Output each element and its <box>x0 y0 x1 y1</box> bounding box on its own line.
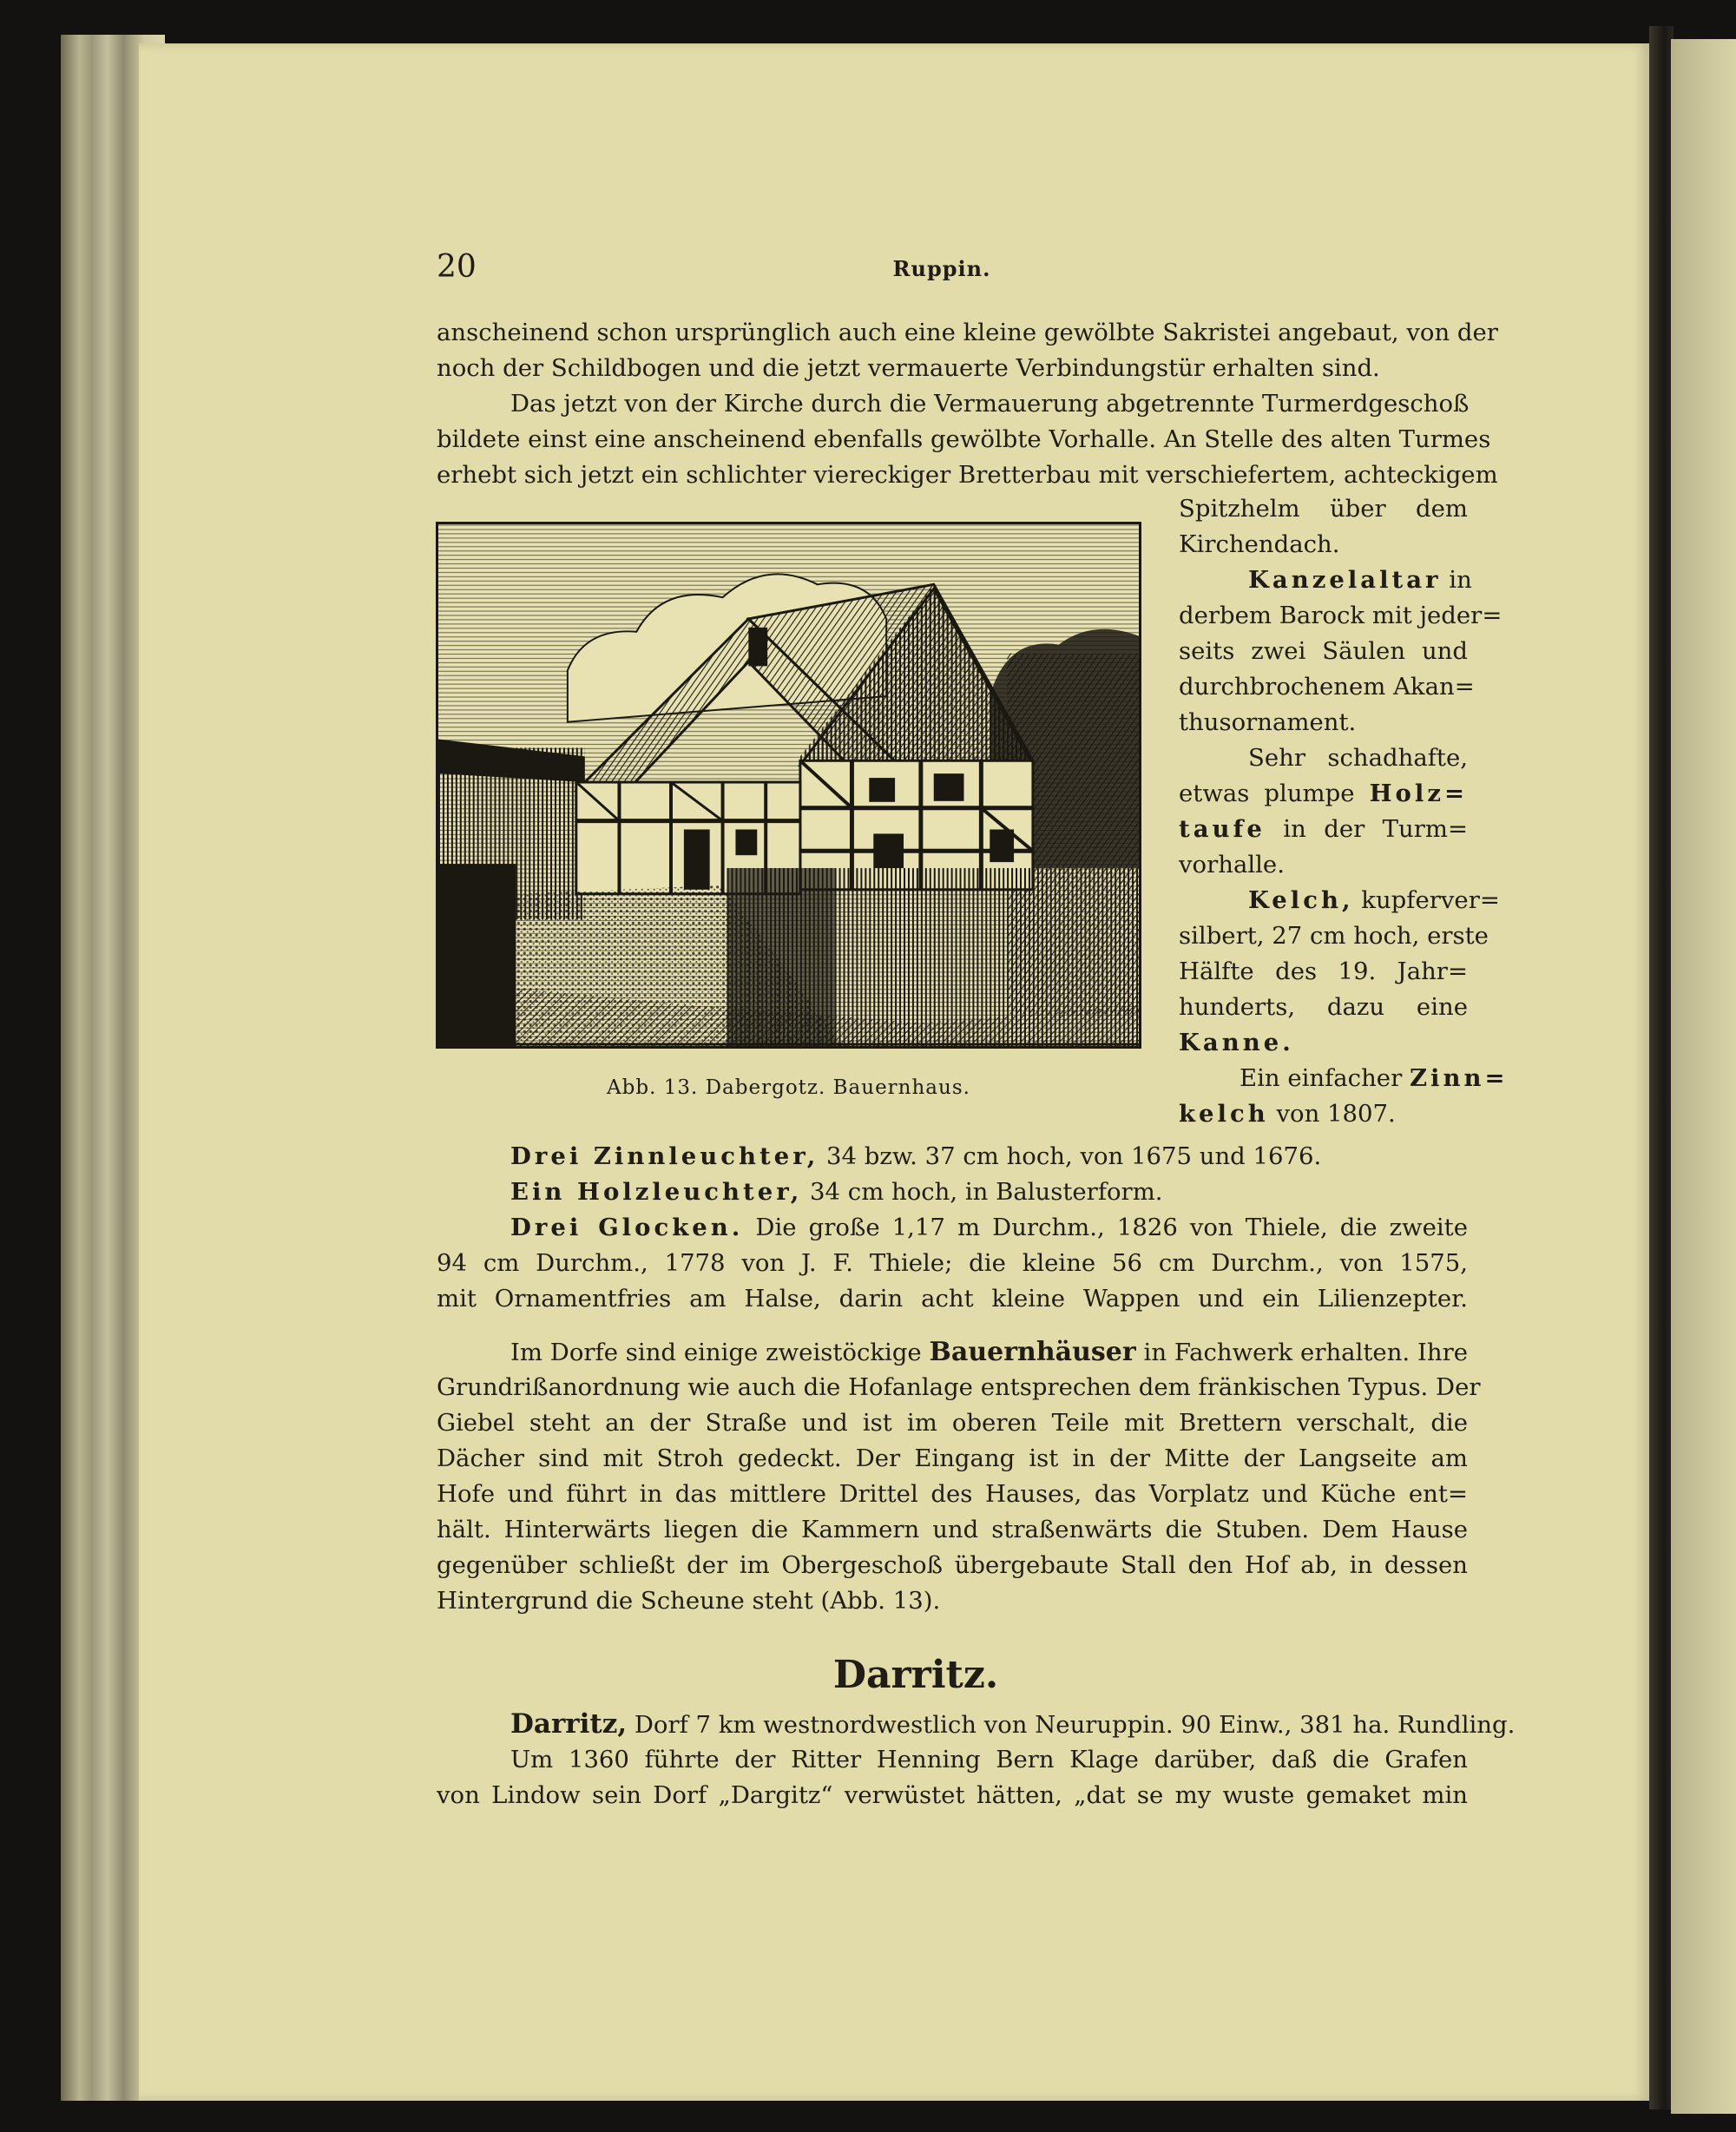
running-head: Ruppin. <box>892 256 991 281</box>
text-fragment: Ein einfacher <box>1240 1064 1410 1092</box>
text-line <box>1179 1025 1468 1061</box>
text-line: bildete einst eine anscheinend ebenfalls gewölbte Vorhalle. An Stelle des alten Turmes <box>437 425 1491 453</box>
text-line: silbert, 27 cm hoch, erste <box>1179 922 1489 950</box>
text-line: anscheinend schon ursprünglich auch eine kleine gewölbte Sakristei angebaut, von der <box>437 319 1498 346</box>
furnishings-paragraph <box>437 1139 1468 1317</box>
text-line: seits zwei Säulen und <box>1179 637 1468 665</box>
text-line <box>437 1139 1468 1175</box>
term-kelch-end: kelch <box>1179 1100 1269 1128</box>
term-darritz: Darritz, <box>510 1708 628 1740</box>
text-line: hunderts, dazu eine <box>1179 993 1468 1021</box>
text-line: noch der Schildbogen und die jetzt vermauerte Verbindungstür erhalten sind. <box>437 354 1380 382</box>
text-line <box>1179 1061 1509 1096</box>
section-title-darritz: Darritz. <box>832 1653 999 1697</box>
text-line: Das jetzt von der Kirche durch die Vermauerung abgetrennte Turmerdgeschoß <box>510 390 1470 418</box>
text-fragment: in Fachwerk erhalten. Ihre <box>1135 1339 1468 1366</box>
houses-paragraph <box>437 1334 1481 1619</box>
text-fragment: 34 bzw. 37 cm hoch, von 1675 und 1676. <box>819 1142 1322 1170</box>
term-kelch: Kelch, <box>1248 886 1354 914</box>
text-line <box>437 1210 1468 1246</box>
text-line <box>1179 1096 1468 1132</box>
term-zinnkelch: Zinn= <box>1409 1064 1509 1092</box>
text-fragment: 34 cm hoch, in Balusterform. <box>802 1178 1163 1206</box>
text-line: Giebel steht an der Straße und ist im oberen Teile mit Brettern verschalt, die <box>437 1409 1468 1437</box>
text-line: durchbrochenem Akan= <box>1179 673 1475 701</box>
text-line: Hälfte des 19. Jahr= <box>1179 957 1468 985</box>
facing-page-edge <box>1671 39 1736 2114</box>
text-line <box>1179 812 1468 847</box>
page-number: 20 <box>437 249 477 285</box>
text-line <box>1179 563 1472 598</box>
text-line: Spitzhelm über dem <box>1179 495 1468 523</box>
text-line: 94 cm Durchm., 1778 von J. F. Thiele; die kleine 56 cm Durchm., von 1575, <box>437 1249 1468 1277</box>
term-zinnleuchter: Drei Zinnleuchter, <box>510 1142 819 1170</box>
text-line: gegenüber schließt der im Obergeschoß übergebaute Stall den Hof ab, in dessen <box>437 1551 1468 1579</box>
text-line: Sehr schadhafte, <box>1248 744 1468 772</box>
term-kanne: Kanne. <box>1179 1029 1294 1056</box>
text-line: von Lindow sein Dorf „Dargitz“ verwüstet hätten, „dat se my wuste gemaket min <box>437 1781 1468 1809</box>
figure-caption: Abb. 13. Dabergotz. Bauernhaus. <box>607 1076 970 1099</box>
text-line <box>437 1334 1468 1370</box>
text-fragment: Die große 1,17 m Durchm., 1826 von Thiele, die zweite <box>743 1214 1468 1241</box>
text-line: Hintergrund die Scheune steht (Abb. 13). <box>437 1587 941 1615</box>
side-column-text <box>1179 491 1509 1132</box>
text-line: vorhalle. <box>1179 851 1285 878</box>
text-line: Kirchendach. <box>1179 530 1340 558</box>
term-glocken: Drei Glocken. <box>510 1214 744 1241</box>
page-header <box>0 248 1736 292</box>
text-line <box>437 1707 1516 1742</box>
text-fragment: in der Turm= <box>1265 815 1468 843</box>
text-line: Grundrißanordnung wie auch die Hofanlage entsprechen dem fränkischen Typus. Der <box>437 1373 1481 1401</box>
darritz-paragraph <box>437 1707 1516 1813</box>
term-holztaufe: Holz= <box>1369 780 1468 807</box>
text-line <box>1179 883 1500 918</box>
text-line: derbem Barock mit jeder= <box>1179 602 1503 629</box>
text-line: Dächer sind mit Stroh gedeckt. Der Eingang ist in der Mitte der Langseite am <box>437 1444 1468 1472</box>
figure-farmhouse-illustration <box>436 522 1141 1049</box>
text-line: thusornament. <box>1179 708 1357 736</box>
term-holzleuchter: Ein Holzleuchter, <box>510 1178 803 1206</box>
term-taufe: taufe <box>1179 815 1266 843</box>
text-line: erhebt sich jetzt ein schlichter viereckiger Bretterbau mit verschiefertem, achteckigem <box>437 461 1498 489</box>
text-line <box>1179 776 1468 812</box>
book-gutter <box>1649 26 1674 2109</box>
term-bauernhaeuser: Bauernhäuser <box>929 1337 1136 1367</box>
farmhouse-engraving <box>438 524 1139 1046</box>
text-fragment: kupferver= <box>1353 886 1500 914</box>
text-line: mit Ornamentfries am Halse, darin acht kleine Wappen und ein Lilienzepter. <box>437 1285 1468 1313</box>
text-fragment: Im Dorfe sind einige zweistöckige <box>510 1339 930 1366</box>
term-kanzelaltar: Kanzelaltar <box>1248 566 1442 594</box>
text-line: Um 1360 führte der Ritter Henning Bern Klage darüber, daß die Grafen <box>510 1746 1468 1773</box>
text-line: hält. Hinterwärts liegen die Kammern und straßenwärts die Stuben. Dem Hause <box>437 1516 1468 1543</box>
text-line <box>437 1175 1468 1210</box>
text-line: Hofe und führt in das mittlere Drittel des Hauses, das Vorplatz und Küche ent= <box>437 1480 1468 1508</box>
text-fragment: Dorf 7 km westnordwestlich von Neuruppin. 90 Einw., 381 ha. Rundling. <box>627 1711 1516 1739</box>
text-fragment: von 1807. <box>1268 1100 1396 1128</box>
intro-paragraph <box>437 315 1498 493</box>
text-fragment: etwas plumpe <box>1179 780 1370 807</box>
text-fragment: in <box>1441 566 1472 594</box>
